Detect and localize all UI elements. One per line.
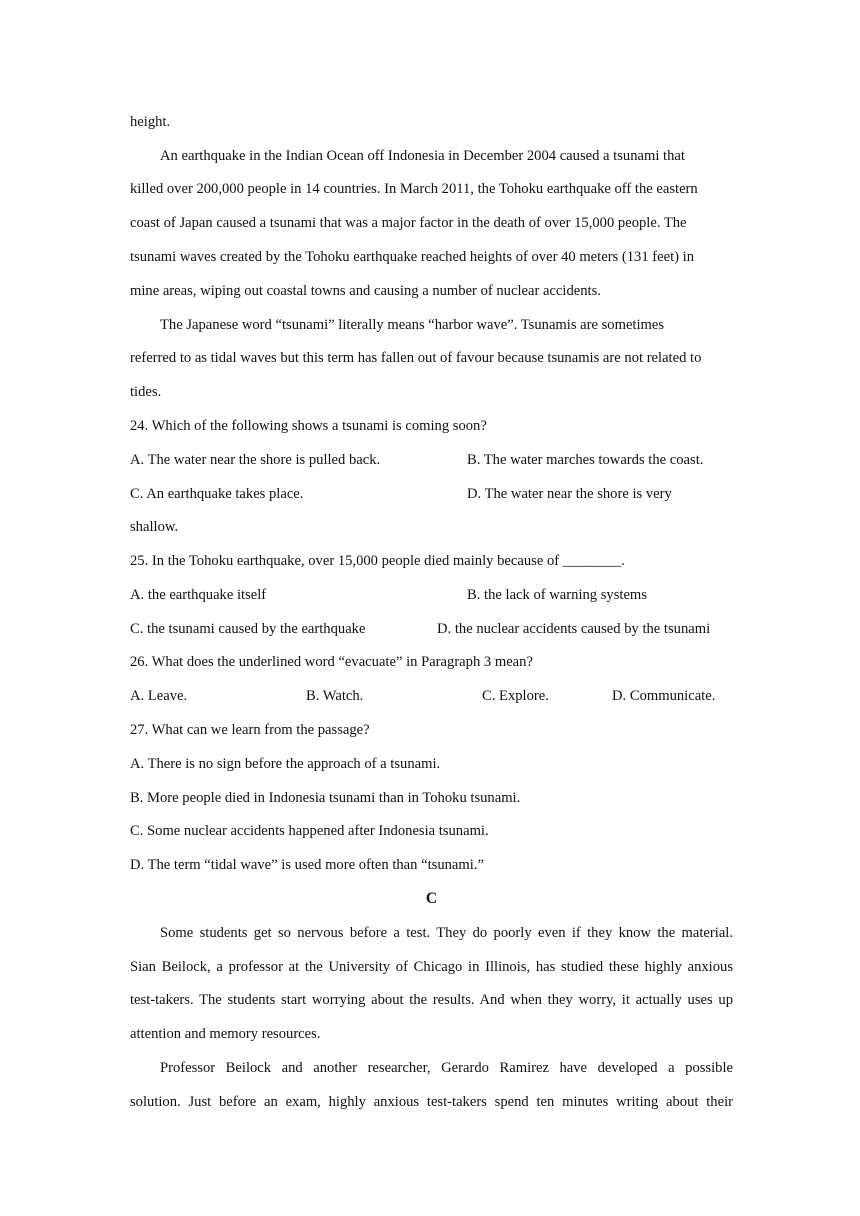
passage-line: mine areas, wiping out coastal towns and causing a number of nuclear accidents. xyxy=(130,283,601,299)
question-26-stem: 26. What does the underlined word “evacuate” in Paragraph 3 mean? xyxy=(130,654,533,670)
q27-option-a: A. There is no sign before the approach of a tsunami. xyxy=(130,756,441,772)
q25-option-d: D. the nuclear accidents caused by the tsunami xyxy=(437,621,711,637)
q27-option-b: B. More people died in Indonesia tsunami than in Tohoku tsunami. xyxy=(130,790,521,806)
q24-option-c: C. An earthquake takes place. xyxy=(130,486,304,502)
q24-option-d: D. The water near the shore is very xyxy=(467,486,672,502)
q26-option-a: A. Leave. xyxy=(130,688,188,704)
q26-option-d: D. Communicate. xyxy=(612,688,716,704)
passage-line: coast of Japan caused a tsunami that was a major factor in the death of over 15,000 people. The xyxy=(130,215,687,231)
passage-line: The Japanese word “tsunami” literally means “harbor wave”. Tsunamis are sometimes xyxy=(160,317,665,333)
passage-line: referred to as tidal waves but this term has fallen out of favour because tsunamis are not related to xyxy=(130,350,702,366)
q27-option-c: C. Some nuclear accidents happened after Indonesia tsunami. xyxy=(130,823,489,839)
question-25-stem: 25. In the Tohoku earthquake, over 15,000 people died mainly because of ________. xyxy=(130,553,625,569)
passage-line: tides. xyxy=(130,384,162,400)
passage-line: test-takers. The students start worrying about the results. And when they worry, it actually uses up xyxy=(130,992,733,1008)
q25-option-a: A. the earthquake itself xyxy=(130,587,267,603)
passage-line: Some students get so nervous before a test. They do poorly even if they know the material. xyxy=(160,925,733,941)
q25-option-c: C. the tsunami caused by the earthquake xyxy=(130,621,366,637)
passage-line: solution. Just before an exam, highly anxious test-takers spend ten minutes writing about their xyxy=(130,1094,733,1110)
question-24-stem: 24. Which of the following shows a tsunami is coming soon? xyxy=(130,418,487,434)
q27-option-d: D. The term “tidal wave” is used more often than “tsunami.” xyxy=(130,857,484,873)
q26-option-b: B. Watch. xyxy=(306,688,364,704)
q24-option-a: A. The water near the shore is pulled back. xyxy=(130,452,381,468)
q26-option-c: C. Explore. xyxy=(482,688,549,704)
passage-line: Professor Beilock and another researcher, Gerardo Ramirez have developed a possible xyxy=(160,1060,733,1076)
section-heading: C xyxy=(425,890,438,907)
passage-line: attention and memory resources. xyxy=(130,1026,321,1042)
q25-option-b: B. the lack of warning systems xyxy=(467,587,647,603)
question-27-stem: 27. What can we learn from the passage? xyxy=(130,722,370,738)
passage-line: height. xyxy=(130,114,171,130)
passage-line: tsunami waves created by the Tohoku earthquake reached heights of over 40 meters (131 feet) in xyxy=(130,249,695,265)
q24-option-d-continued: shallow. xyxy=(130,519,179,535)
q24-option-b: B. The water marches towards the coast. xyxy=(467,452,704,468)
passage-line: An earthquake in the Indian Ocean off Indonesia in December 2004 caused a tsunami that xyxy=(160,148,685,164)
passage-line: Sian Beilock, a professor at the University of Chicago in Illinois, has studied these highly anxious xyxy=(130,959,733,975)
passage-line: killed over 200,000 people in 14 countries. In March 2011, the Tohoku earthquake off the eastern xyxy=(130,181,698,197)
